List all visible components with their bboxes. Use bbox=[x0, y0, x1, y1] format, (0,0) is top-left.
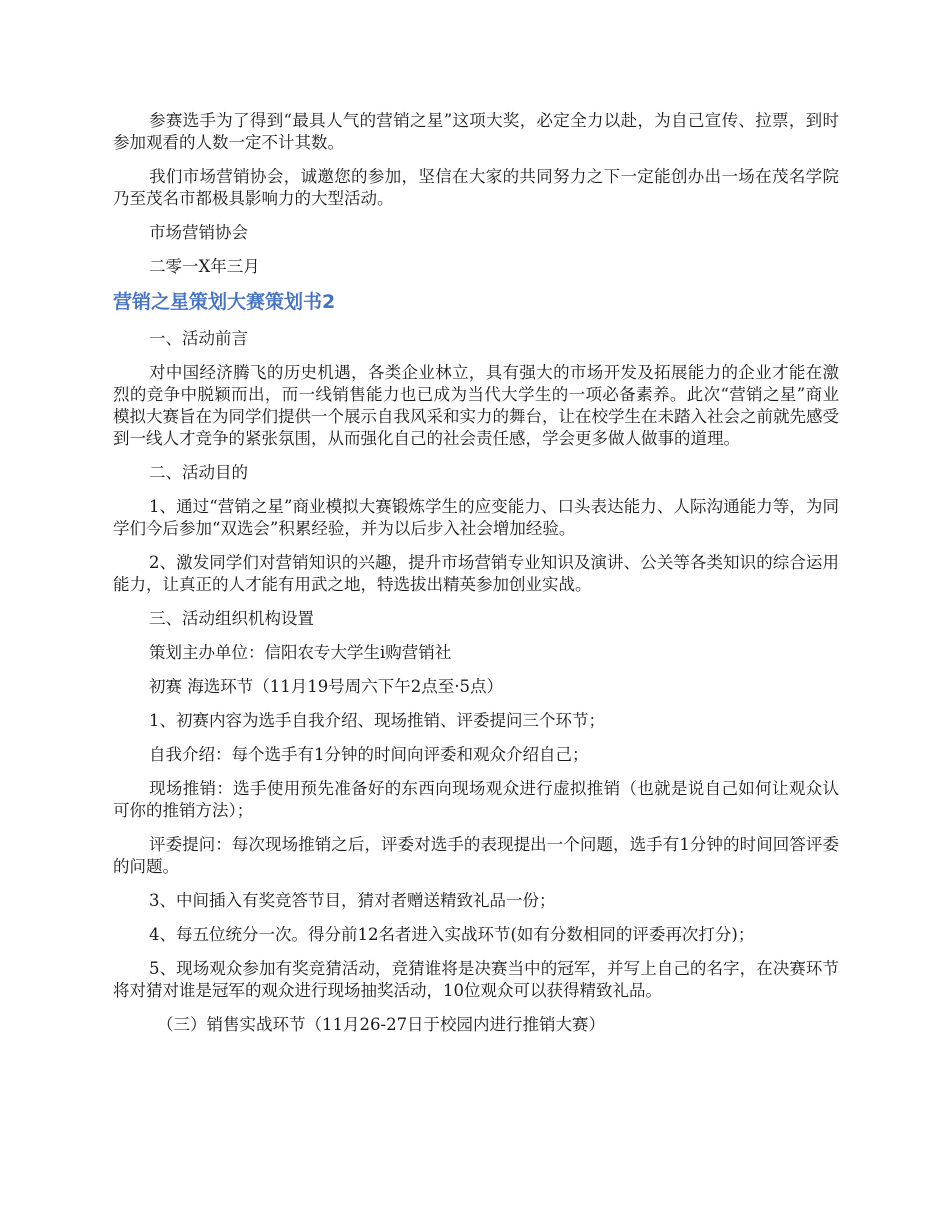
signature-organization: 市场营销协会 bbox=[149, 223, 248, 242]
paragraph: 4、每五位统分一次。得分前12名者进入实战环节(如有分数相同的评委再次打分)； bbox=[149, 925, 755, 944]
paragraph: 我们市场营销协会，诚邀您的参加，坚信在大家的共同努力之下一定能创办出一场在茂名学院乃至茂名市都极具影响力的大型活动。 bbox=[113, 167, 839, 208]
paragraph: 2、激发同学们对营销知识的兴趣，提升市场营销专业知识及演讲、公关等各类知识的综合运用能力，让真正的人才能有用武之地，特选拔出精英参加创业实战。 bbox=[113, 553, 839, 594]
paragraph: 初赛 海选环节（11月19号周六下午2点至·5点） bbox=[149, 677, 503, 696]
paragraph: 策划主办单位：信阳农专大学生i购营销社 bbox=[149, 643, 452, 662]
signature-date: 二零一X年三月 bbox=[149, 257, 260, 276]
paragraph: 评委提问：每次现场推销之后，评委对选手的表现提出一个问题，选手有1分钟的时间回答评委的问题。 bbox=[113, 835, 839, 876]
paragraph: 5、现场观众参加有奖竞猜活动，竞猜谁将是决赛当中的冠军，并写上自己的名字，在决赛环节将对猜对谁是冠军的观众进行现场抽奖活动，10位观众可以获得精致礼品。 bbox=[113, 959, 839, 1000]
paragraph: 对中国经济腾飞的历史机遇，各类企业林立，具有强大的市场开发及拓展能力的企业才能在激烈的竞争中脱颖而出，而一线销售能力也已成为当代大学生的一项必备素养。此次“营销之星”商业模拟大赛旨在为同学们提供一个展示自我风采和实力的舞台，让在校学生在未踏入社会之前就先感受到一线人才竞争的紧张氛围，从而强化自己的社会责任感，学会更多做人做事的道理。 bbox=[113, 363, 839, 448]
document-body bbox=[113, 110, 839, 1048]
section-title: 二、活动目的 bbox=[149, 463, 248, 482]
paragraph: 1、通过“营销之星”商业模拟大赛锻炼学生的应变能力、口头表达能力、人际沟通能力等，为同学们今后参加“双选会”积累经验，并为以后步入社会增加经验。 bbox=[113, 497, 839, 538]
paragraph: 1、初赛内容为选手自我介绍、现场推销、评委提问三个环节； bbox=[149, 711, 605, 730]
section-title: 三、活动组织机构设置 bbox=[149, 609, 314, 628]
paragraph: 参赛选手为了得到“最具人气的营销之星”这项大奖，必定全力以赴，为自己宣传、拉票，到时参加观看的人数一定不计其数。 bbox=[113, 111, 839, 152]
paragraph: 3、中间插入有奖竞答节目，猜对者赠送精致礼品一份； bbox=[149, 891, 556, 910]
section-title: 一、活动前言 bbox=[149, 329, 248, 348]
paragraph: （三）销售实战环节（11月26-27日于校园内进行推销大赛） bbox=[157, 1015, 606, 1034]
section-heading: 营销之星策划大赛策划书2 bbox=[113, 291, 336, 313]
paragraph: 现场推销：选手使用预先准备好的东西向现场观众进行虚拟推销（也就是说自己如何让观众认可你的推销方法）； bbox=[113, 779, 839, 820]
paragraph: 自我介绍：每个选手有1分钟的时间向评委和观众介绍自己； bbox=[149, 745, 589, 764]
